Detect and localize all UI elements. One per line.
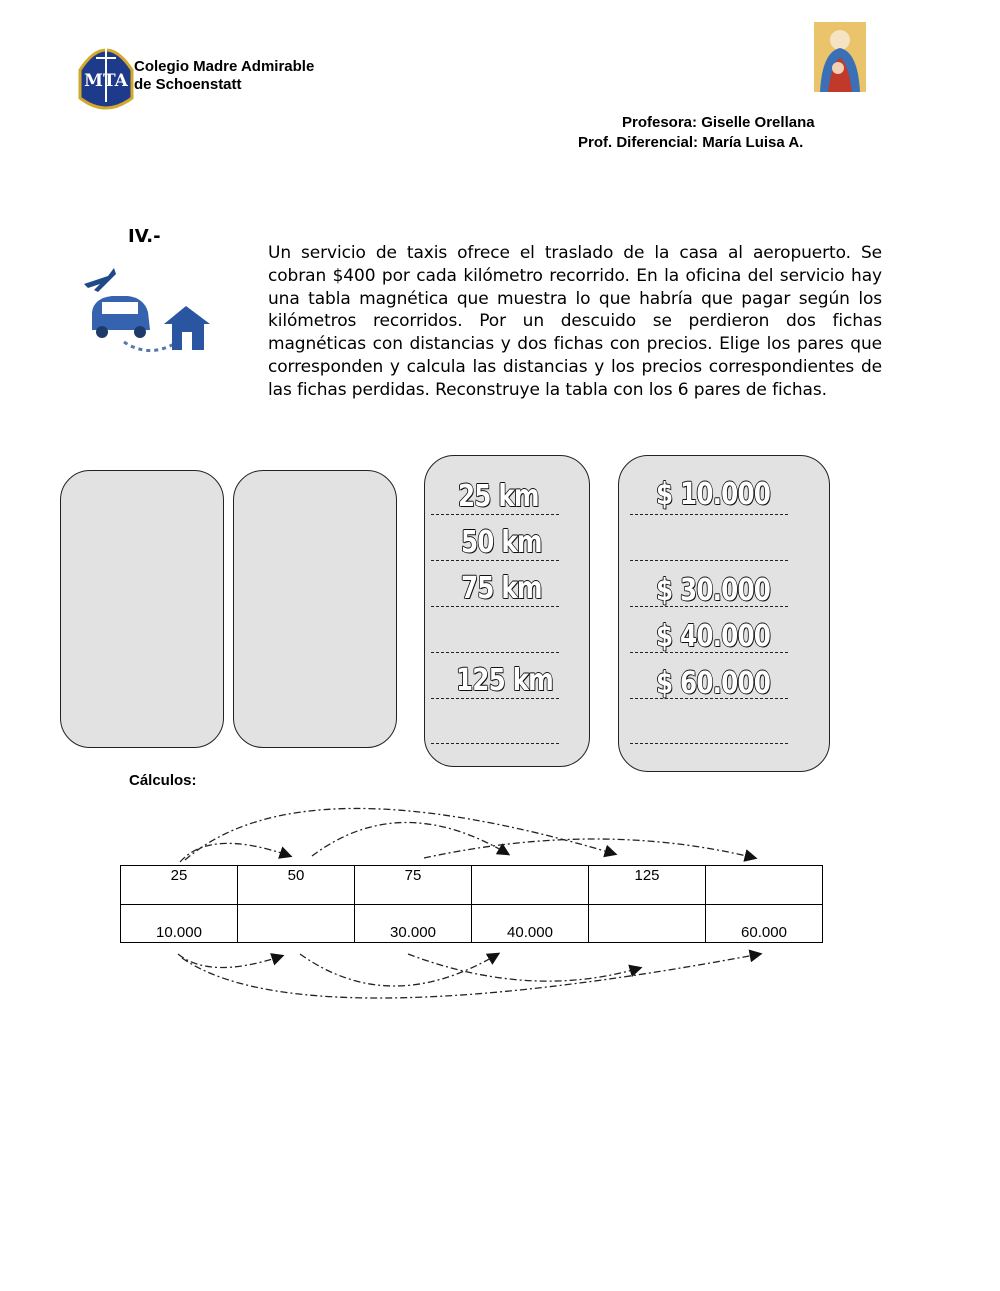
price-cell-5[interactable] (589, 905, 706, 943)
distance-label-5: 125 km (456, 663, 553, 698)
distance-cell-2[interactable]: 50 (238, 866, 355, 905)
price-row (121, 905, 823, 943)
distance-row (121, 866, 823, 905)
distance-label-1: 25 km (458, 479, 539, 514)
price-cell-3[interactable]: 30.000 (355, 905, 472, 943)
blank-card-2 (233, 470, 397, 748)
price-label-5: $ 60.000 (656, 666, 771, 701)
price-label-3: $ 30.000 (656, 573, 771, 608)
virgin-mary-image (814, 22, 866, 92)
distance-label-3: 75 km (461, 571, 542, 606)
differential-teacher-name: Prof. Diferencial: María Luisa A. (578, 134, 804, 151)
calculation-table (120, 865, 823, 943)
price-line-6 (630, 743, 788, 744)
arrow-50-to-100 (312, 822, 508, 856)
arrow-25-to-125 (185, 808, 615, 860)
price-label-4: $ 40.000 (656, 619, 771, 654)
arrow-25-to-50 (180, 843, 290, 862)
taxi-airport-illustration (78, 262, 218, 362)
distance-cell-3[interactable]: 75 (355, 866, 472, 905)
distance-line-1 (431, 514, 559, 515)
price-label-1: $ 10.000 (656, 477, 771, 512)
price-cell-6[interactable]: 60.000 (706, 905, 823, 943)
arrow-75-to-150 (424, 839, 755, 858)
price-cell-4[interactable]: 40.000 (472, 905, 589, 943)
distance-cell-6[interactable] (706, 866, 823, 905)
distance-cell-1[interactable]: 25 (121, 866, 238, 905)
distance-line-4 (431, 652, 559, 653)
distance-line-6 (431, 743, 559, 744)
distance-line-5 (431, 698, 559, 699)
school-logo (76, 36, 136, 116)
exercise-number: IV.- (128, 226, 161, 247)
price-cell-2[interactable] (238, 905, 355, 943)
problem-statement: Un servicio de taxis ofrece el traslado de la casa al aeropuerto. Se cobran $400 por cada kilómetro recorrido. En la oficina del servicio hay una tabla magnética que muestra lo que habría que pagar según los kilómetros recorridos. Por un descuido se perdieron dos fichas magnéticas con distancias y dos fichas con precios. Elige los pares que corresponden y calcula las distancias y los precios correspondientes de las fichas perdidas. Reconstruye la tabla con los 6 pares de fichas. (268, 243, 882, 400)
school-name: Colegio Madre Admirable de Schoenstatt (134, 58, 315, 93)
distance-line-3 (431, 606, 559, 607)
price-line-5 (630, 698, 788, 699)
price-line-2 (630, 560, 788, 561)
distance-line-2 (431, 560, 559, 561)
logo-lettering: MTA (84, 71, 128, 91)
arrow-20000-to-40000 (300, 954, 498, 986)
distance-cell-5[interactable]: 125 (589, 866, 706, 905)
calculations-label: Cálculos: (129, 772, 197, 789)
price-line-4 (630, 652, 788, 653)
distance-cell-4[interactable] (472, 866, 589, 905)
arrow-30000-to-50000 (408, 954, 640, 981)
price-line-1 (630, 514, 788, 515)
arrow-10000-to-20000 (178, 954, 282, 968)
teacher-name: Profesora: Giselle Orellana (622, 114, 815, 131)
distance-label-2: 50 km (461, 525, 542, 560)
price-line-3 (630, 606, 788, 607)
blank-card-1 (60, 470, 224, 748)
price-cell-1[interactable]: 10.000 (121, 905, 238, 943)
